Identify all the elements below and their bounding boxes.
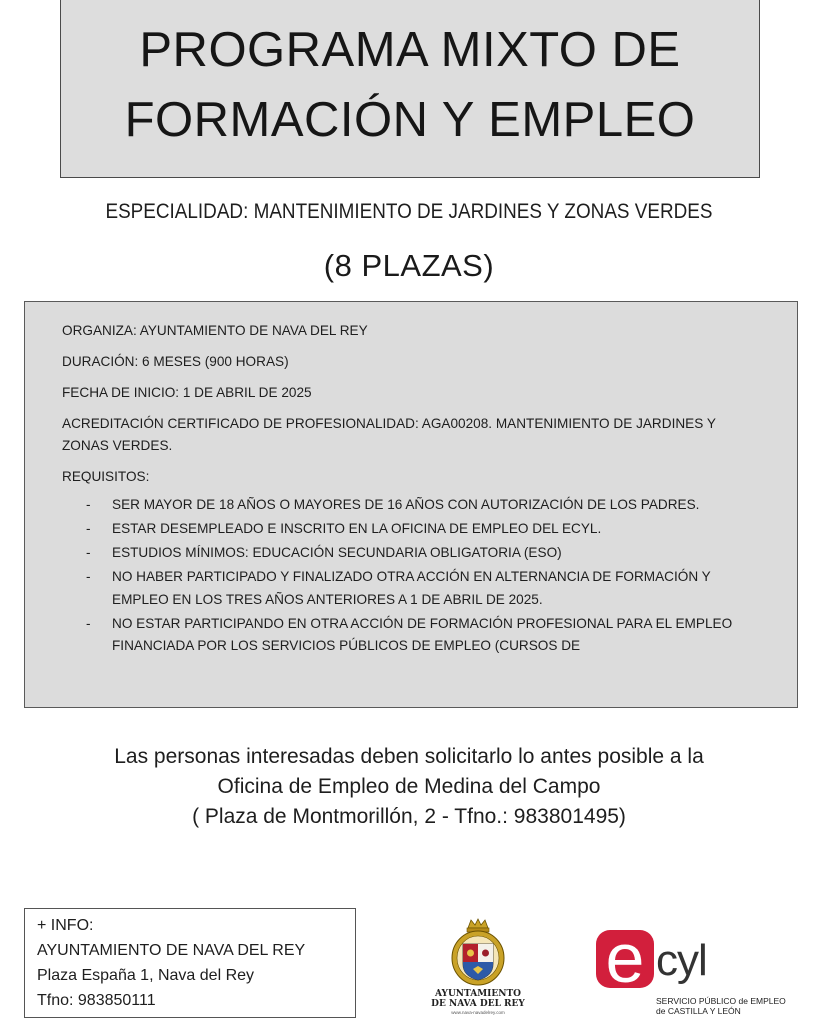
accreditation-line: ACREDITACIÓN CERTIFICADO DE PROFESIONALIDAD: AGA00208. MANTENIMIENTO DE JARDINES Y ZONAS VERDES. (62, 416, 716, 453)
title-box (60, 0, 760, 178)
ecyl-subtitle-1: SERVICIO PÚBLICO de EMPLEO (656, 996, 786, 1006)
list-dash: - (86, 569, 91, 584)
more-info-address: Plaza España 1, Nava del Rey (37, 967, 255, 984)
list-dash: - (86, 545, 91, 560)
requirement-text: SER MAYOR DE 18 AÑOS O MAYORES DE 16 AÑOS CON AUTORIZACIÓN DE LOS PADRES. (112, 497, 700, 512)
ecyl-subtitle-2: de CASTILLA Y LEÓN (656, 1006, 741, 1016)
ecyl-e-letter: e (605, 930, 645, 988)
duration-line: DURACIÓN: 6 MESES (900 HORAS) (62, 354, 289, 369)
requirement-item (86, 613, 737, 658)
ecyl-logo (596, 930, 796, 1016)
notice-line-2: Oficina de Empleo de Medina del Campo (217, 775, 601, 798)
requirement-text: ESTAR DESEMPLEADO E INSCRITO EN LA OFICINA DE EMPLEO DEL ECYL. (112, 521, 602, 536)
requirement-text: NO HABER PARTICIPADO Y FINALIZADO OTRA ACCIÓN EN ALTERNANCIA DE FORMACIÓN Y EMPLEO EN LOS TRES AÑOS ANTERIORES A 1 DE ABRIL DE 2025. (112, 569, 711, 607)
ayuntamiento-logo (430, 918, 526, 1018)
notice-line-3: ( Plaza de Montmorillón, 2 - Tfno.: 983801495) (192, 805, 626, 828)
title-line-2: FORMACIÓN Y EMPLEO (124, 93, 696, 147)
details-box (24, 301, 798, 708)
list-dash: - (86, 521, 91, 536)
requirement-item (86, 542, 737, 565)
ecyl-e-badge (596, 930, 654, 988)
requirements-list (62, 494, 737, 658)
requirement-item (86, 494, 737, 517)
more-info-label: + INFO: (37, 917, 94, 934)
list-dash: - (86, 497, 91, 512)
coat-of-arms-icon (449, 918, 507, 988)
requirement-text: ESTUDIOS MÍNIMOS: EDUCACIÓN SECUNDARIA OBLIGATORIA (ESO) (112, 545, 562, 560)
application-notice (0, 742, 818, 832)
requirement-text: NO ESTAR PARTICIPANDO EN OTRA ACCIÓN DE FORMACIÓN PROFESIONAL PARA EL EMPLEO FINANCIADA POR LOS SERVICIOS PÚBLICOS DE EMPLEO (CURSOS DE (112, 615, 733, 653)
organizer-line: ORGANIZA: AYUNTAMIENTO DE NAVA DEL REY (62, 323, 368, 338)
requirement-item (86, 566, 737, 611)
specialty-heading: ESPECIALIDAD: MANTENIMIENTO DE JARDINES Y ZONAS VERDES (105, 200, 713, 223)
places-count: (8 PLAZAS) (323, 248, 495, 283)
requirement-item (86, 518, 737, 541)
ayuntamiento-logo-text-2: DE NAVA DEL REY (431, 999, 525, 1009)
title-line-1: PROGRAMA MIXTO DE (139, 23, 681, 77)
notice-line-1: Las personas interesadas deben solicitarlo lo antes posible a la (114, 745, 704, 768)
list-dash: - (86, 615, 91, 631)
ayuntamiento-logo-url: www.nava-navadelrey.com (451, 1010, 505, 1015)
more-info-box (24, 908, 356, 1018)
ecyl-wordmark: cyl (656, 936, 707, 985)
ayuntamiento-logo-text-1: AYUNTAMIENTO (434, 989, 522, 999)
requirements-label: REQUISITOS: (62, 469, 150, 484)
more-info-name: AYUNTAMIENTO DE NAVA DEL REY (37, 942, 306, 959)
more-info-phone: Tfno: 983850111 (37, 992, 156, 1009)
start-date-line: FECHA DE INICIO: 1 DE ABRIL DE 2025 (62, 385, 312, 400)
